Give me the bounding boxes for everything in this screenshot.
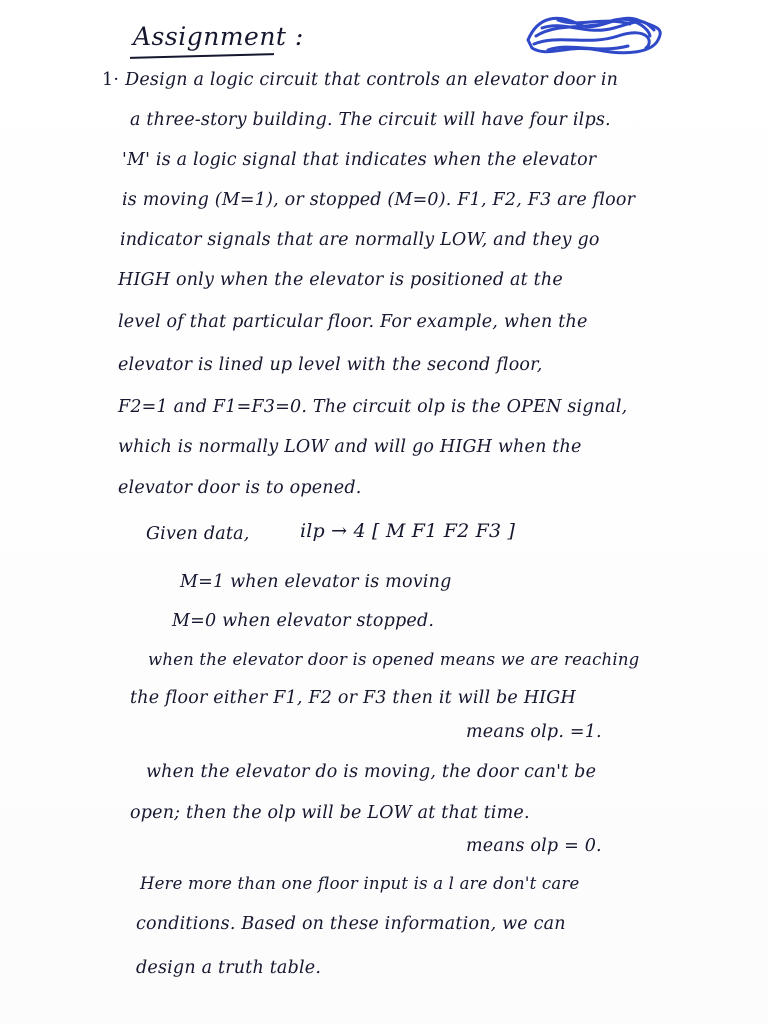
note-line: means olp. =1. [466, 722, 602, 742]
paragraph-text: Design a logic circuit that controls an elevator door in [125, 70, 619, 90]
given-data-label: Given data, [146, 524, 250, 544]
question-line-1 [102, 70, 618, 90]
note-line: means olp = 0. [466, 836, 602, 856]
paragraph-line: elevator door is to opened. [118, 478, 362, 498]
assignment-heading: Assignment : [133, 22, 304, 51]
paragraph-line: which is normally LOW and will go HIGH when the [118, 437, 582, 457]
heading-underline [130, 53, 274, 59]
paragraph-line: is moving (M=1), or stopped (M=0). F1, F2, F3 are floor [122, 190, 636, 210]
note-line: Here more than one floor input is a l are don't care [140, 874, 580, 893]
note-line: when the elevator do is moving, the door can't be [146, 762, 597, 782]
note-line: the floor either F1, F2 or F3 then it will be HIGH [130, 688, 576, 708]
given-inputs: ilp → 4 [ M F1 F2 F3 ] [300, 520, 516, 542]
given-m-stopped: M=0 when elevator stopped. [172, 611, 435, 631]
note-line: open; then the olp will be LOW at that time. [130, 803, 530, 823]
paragraph-line: level of that particular floor. For example, when the [118, 312, 588, 332]
paragraph-line: indicator signals that are normally LOW, and they go [120, 230, 600, 250]
paragraph-line: a three-story building. The circuit will have four ilps. [130, 110, 611, 130]
paragraph-line: elevator is lined up level with the second floor, [118, 355, 543, 375]
paragraph-line: 'M' is a logic signal that indicates when the elevator [122, 150, 597, 170]
paragraph-line: HIGH only when the elevator is positioned at the [118, 270, 563, 290]
question-number: 1· [102, 70, 120, 90]
note-line: when the elevator door is opened means we are reaching [148, 650, 640, 669]
given-m-moving: M=1 when elevator is moving [180, 572, 452, 592]
paragraph-line: F2=1 and F1=F3=0. The circuit olp is the OPEN signal, [118, 397, 628, 417]
note-line: conditions. Based on these information, we can [136, 914, 566, 934]
note-line: design a truth table. [136, 958, 322, 978]
ink-scribble [518, 6, 668, 60]
